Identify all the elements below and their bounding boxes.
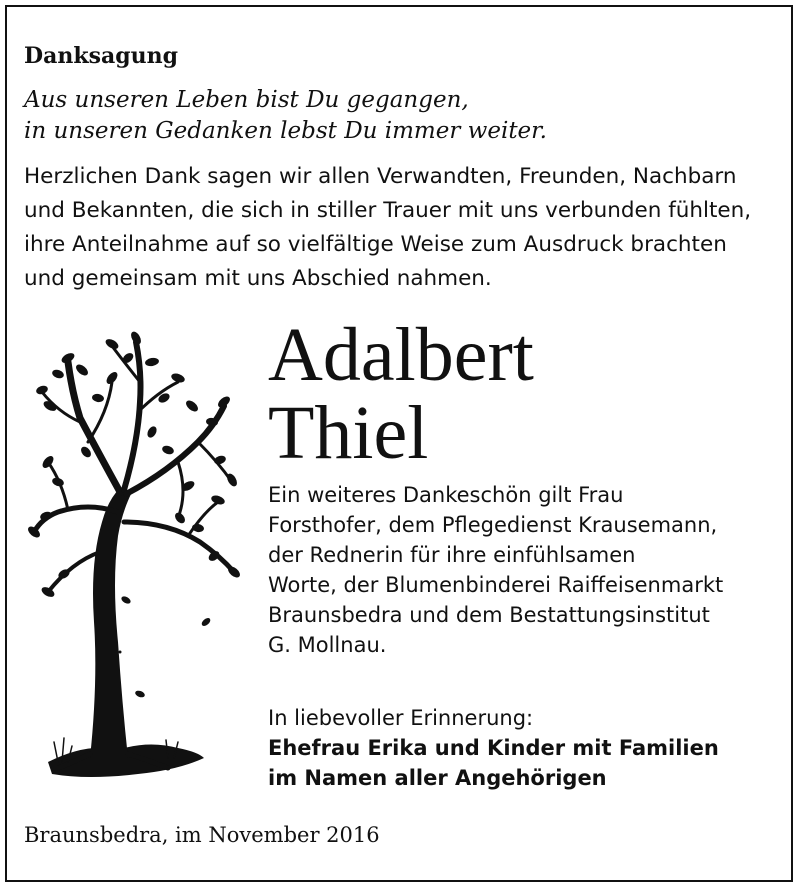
motto xyxy=(24,85,547,147)
place-date: Braunsbedra, im November 2016 xyxy=(24,823,380,847)
thanks-line: G. Mollnau. xyxy=(268,633,387,657)
motto-line: in unseren Gedanken lebst Du immer weiter. xyxy=(24,118,547,144)
thanks-line: Forsthofer, dem Pflegedienst Krausemann, xyxy=(268,513,718,537)
intro-line: und gemeinsam mit uns Abschied nahmen. xyxy=(24,266,492,291)
intro-line: ihre Anteilnahme auf so vielfältige Weise zum Ausdruck brachten xyxy=(24,232,727,257)
motto-line: Aus unseren Leben bist Du gegangen, xyxy=(24,87,469,113)
deceased-last-name: Thiel xyxy=(268,391,429,475)
signers-line: im Namen aller Angehörigen xyxy=(268,766,607,790)
thanks-line: Worte, der Blumenbinderei Raiffeisenmarkt xyxy=(268,573,724,597)
deceased-first-name: Adalbert xyxy=(268,313,534,397)
thanks-line: Ein weiteres Dankeschön gilt Frau xyxy=(268,483,624,507)
tree-icon xyxy=(28,322,246,798)
thanks-line: der Rednerin für ihre einfühlsamen xyxy=(268,543,636,567)
signers-line: Ehefrau Erika und Kinder mit Familien xyxy=(268,736,719,760)
intro-line: Herzlichen Dank sagen wir allen Verwandten, Freunden, Nachbarn xyxy=(24,164,737,189)
heading: Danksagung xyxy=(24,43,178,69)
memory-label: In liebevoller Erinnerung: xyxy=(268,706,534,730)
intro-line: und Bekannten, die sich in stiller Trauer mit uns verbunden fühlten, xyxy=(24,198,752,223)
intro-text xyxy=(24,160,784,296)
deceased-name xyxy=(268,313,534,475)
thanks-text xyxy=(268,480,723,660)
thanks-line: Braunsbedra und dem Bestattungsinstitut xyxy=(268,603,710,627)
signers xyxy=(268,733,719,793)
